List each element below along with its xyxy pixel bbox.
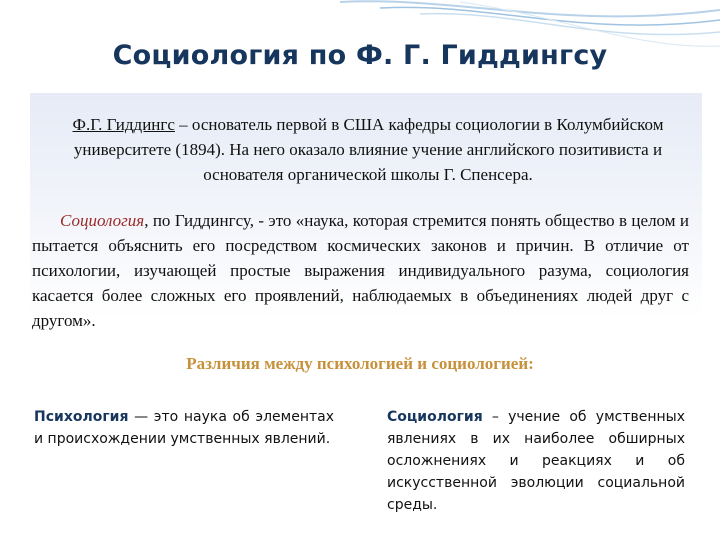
definition-term: Социология (60, 211, 145, 230)
definition-paragraph (32, 208, 689, 333)
intro-paragraph (48, 112, 688, 187)
differences-heading: Различия между психологией и социологией: (186, 354, 534, 373)
slide-title: Социология по Ф. Г. Гиддингсу (112, 40, 608, 71)
intro-text: – основатель первой в США кафедры социологии в Колумбийском университете (1894). На него оказало влияние учение английского позитивиста и основателя органической школы Г. Спенсера. (73, 115, 664, 184)
psychology-text: — это наука об элементах и происхождении умственных явлений. (34, 409, 334, 447)
sociology-definition (387, 406, 685, 516)
definition-text: , по Гиддингсу, - это «наука, которая стремится понять общество в целом и пытается объяснить его посредством космических законов и причин. В отличие от психологии, изучающей простые выражения индивидуального разума, социология касается более сложных его проявлений, наблюдаемых в объединениях людей друг с другом». (32, 211, 689, 330)
sociology-text: – учение об умственных явлениях в их наиболее обширных осложнениях и реакциях и об искусственной эволюции социальной среды. (387, 409, 685, 513)
psychology-definition (34, 406, 334, 450)
giddings-name: Ф.Г. Гиддингс (72, 115, 175, 134)
psychology-term: Психология (34, 409, 129, 425)
sociology-term: Социология (387, 409, 483, 425)
